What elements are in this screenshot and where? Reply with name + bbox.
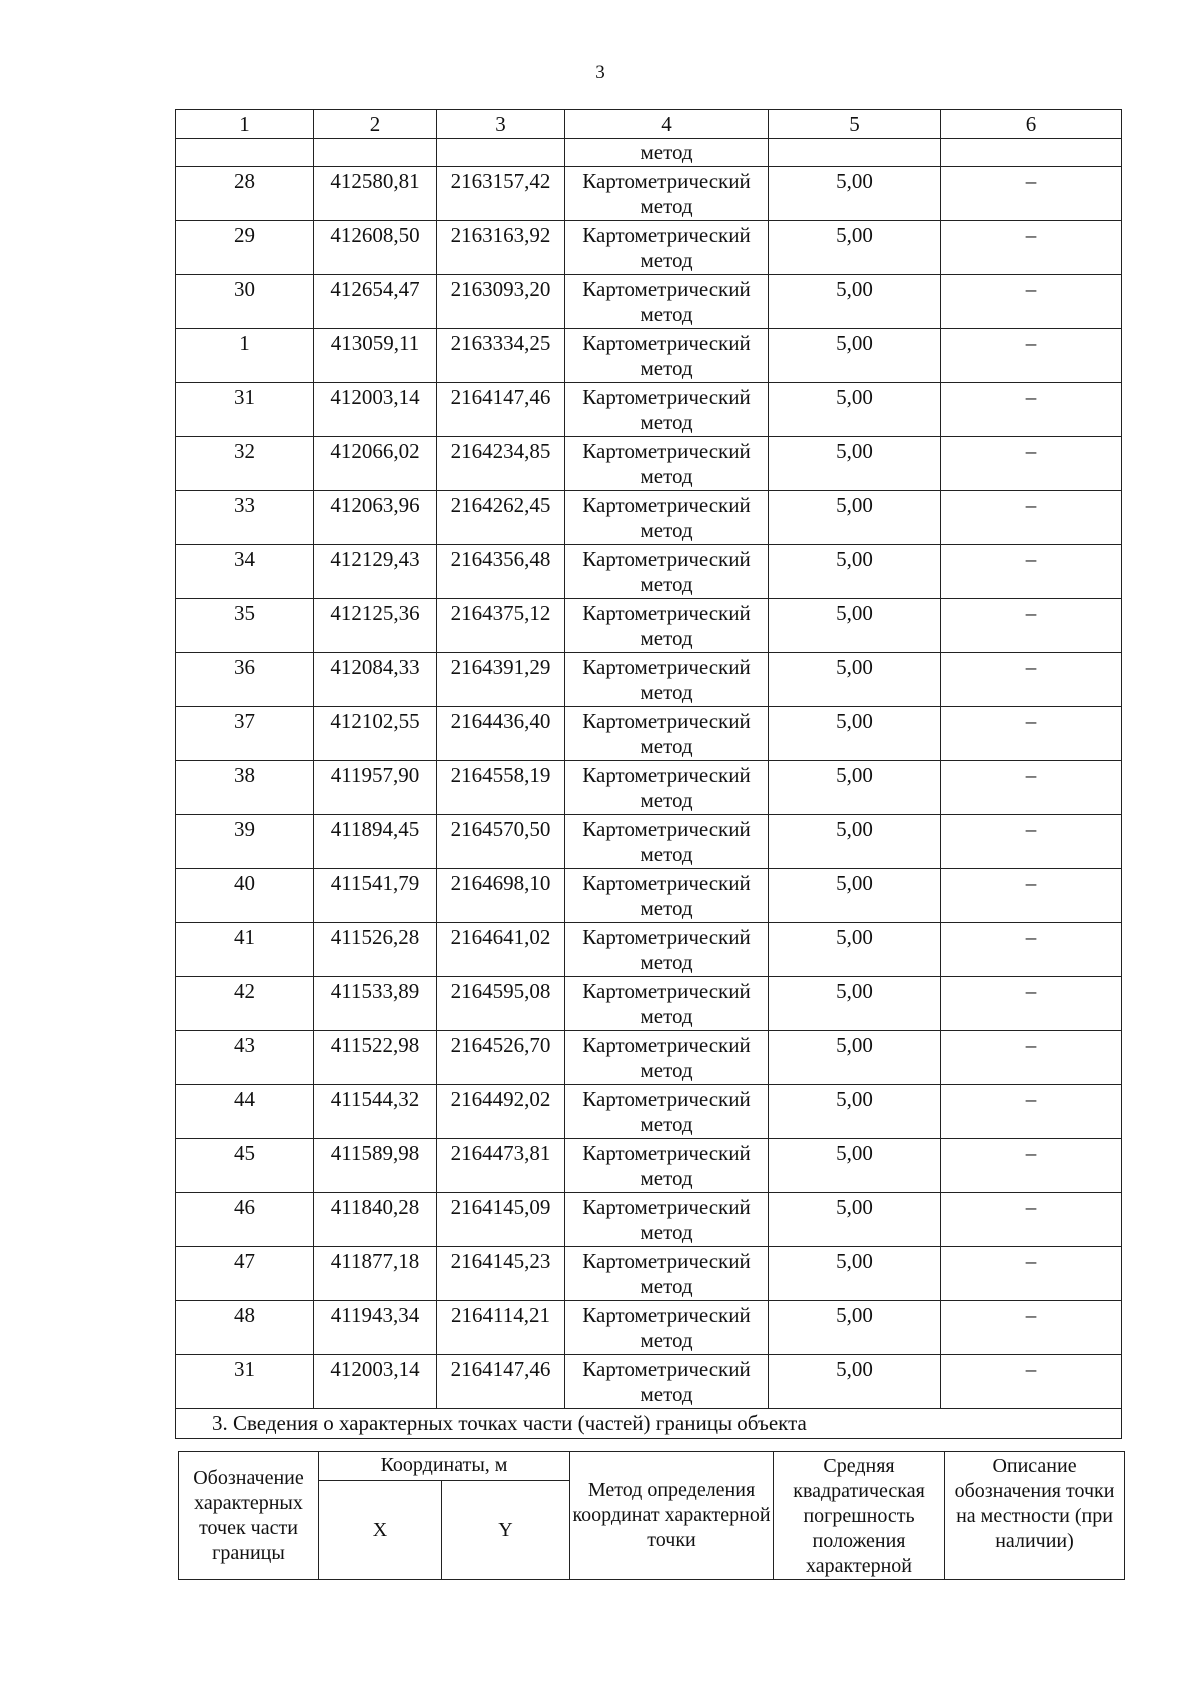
x-coordinate-cell: 412129,43 (314, 545, 437, 599)
table-row (176, 1085, 1122, 1139)
point-number-cell: 36 (176, 653, 314, 707)
table-row (176, 707, 1122, 761)
x-coordinate-cell: 411943,34 (314, 1301, 437, 1355)
accuracy-cell: 5,00 (769, 545, 941, 599)
accuracy-cell: 5,00 (769, 491, 941, 545)
description-header: Описание обозначения точки на местности (при наличии) (945, 1452, 1125, 1580)
y-coordinate-cell: 2164595,08 (437, 977, 565, 1031)
description-cell: – (941, 923, 1122, 977)
section3-title-row (176, 1409, 1122, 1439)
column-number: 6 (941, 110, 1122, 139)
point-number-cell: 46 (176, 1193, 314, 1247)
x-coordinate-cell: 411533,89 (314, 977, 437, 1031)
empty-cell (769, 139, 941, 167)
method-cell: Картометрический метод (565, 1085, 769, 1139)
x-coordinate-cell: 411522,98 (314, 1031, 437, 1085)
x-coordinate-cell: 412063,96 (314, 491, 437, 545)
method-cell: Картометрический метод (565, 1355, 769, 1409)
coordinates-header: Координаты, м (319, 1452, 570, 1481)
point-number-cell: 45 (176, 1139, 314, 1193)
x-coordinate-cell: 411957,90 (314, 761, 437, 815)
table-row (176, 167, 1122, 221)
table-row (176, 653, 1122, 707)
x-header: X (319, 1481, 442, 1580)
y-coordinate-cell: 2164234,85 (437, 437, 565, 491)
accuracy-cell: 5,00 (769, 707, 941, 761)
accuracy-cell: 5,00 (769, 1031, 941, 1085)
description-cell: – (941, 653, 1122, 707)
method-cell: Картометрический метод (565, 869, 769, 923)
x-coordinate-cell: 412084,33 (314, 653, 437, 707)
y-coordinate-cell: 2164492,02 (437, 1085, 565, 1139)
point-number-cell: 40 (176, 869, 314, 923)
description-cell: – (941, 1355, 1122, 1409)
accuracy-cell: 5,00 (769, 923, 941, 977)
point-number-cell: 31 (176, 1355, 314, 1409)
table-row (176, 1139, 1122, 1193)
table-row (176, 221, 1122, 275)
y-coordinate-cell: 2163334,25 (437, 329, 565, 383)
x-coordinate-cell: 412580,81 (314, 167, 437, 221)
column-number: 5 (769, 110, 941, 139)
description-cell: – (941, 977, 1122, 1031)
y-coordinate-cell: 2164641,02 (437, 923, 565, 977)
point-number-cell: 39 (176, 815, 314, 869)
description-cell: – (941, 707, 1122, 761)
description-cell: – (941, 491, 1122, 545)
y-coordinate-cell: 2164526,70 (437, 1031, 565, 1085)
table-row (176, 1247, 1122, 1301)
table-row (176, 1301, 1122, 1355)
table-row (176, 545, 1122, 599)
description-cell: – (941, 437, 1122, 491)
method-cell: Картометрический метод (565, 221, 769, 275)
description-cell: – (941, 1247, 1122, 1301)
column-number-header (176, 110, 1122, 139)
method-cell: Картометрический метод (565, 1031, 769, 1085)
point-number-cell: 34 (176, 545, 314, 599)
y-coordinate-cell: 2164558,19 (437, 761, 565, 815)
x-coordinate-cell: 412066,02 (314, 437, 437, 491)
x-coordinate-cell: 411894,45 (314, 815, 437, 869)
accuracy-cell: 5,00 (769, 1193, 941, 1247)
section3-table (178, 1451, 1125, 1580)
y-coordinate-cell: 2164375,12 (437, 599, 565, 653)
column-number: 3 (437, 110, 565, 139)
x-coordinate-cell: 411877,18 (314, 1247, 437, 1301)
column-number: 1 (176, 110, 314, 139)
method-cell: Картометрический метод (565, 707, 769, 761)
empty-cell (314, 139, 437, 167)
y-coordinate-cell: 2164145,09 (437, 1193, 565, 1247)
description-cell: – (941, 1139, 1122, 1193)
y-coordinate-cell: 2164147,46 (437, 1355, 565, 1409)
method-cell: Картометрический метод (565, 653, 769, 707)
point-number-cell: 30 (176, 275, 314, 329)
empty-cell (437, 139, 565, 167)
point-number-cell: 41 (176, 923, 314, 977)
y-coordinate-cell: 2164570,50 (437, 815, 565, 869)
table-row (176, 923, 1122, 977)
method-cell: Картометрический метод (565, 761, 769, 815)
table-row (176, 1031, 1122, 1085)
x-coordinate-cell: 411544,32 (314, 1085, 437, 1139)
point-number-cell: 28 (176, 167, 314, 221)
description-cell: – (941, 545, 1122, 599)
table-row (176, 1193, 1122, 1247)
x-coordinate-cell: 411541,79 (314, 869, 437, 923)
column-number: 4 (565, 110, 769, 139)
accuracy-cell: 5,00 (769, 1355, 941, 1409)
point-number-cell: 33 (176, 491, 314, 545)
y-coordinate-cell: 2164698,10 (437, 869, 565, 923)
description-cell: – (941, 383, 1122, 437)
point-number-cell: 43 (176, 1031, 314, 1085)
accuracy-cell: 5,00 (769, 167, 941, 221)
accuracy-cell: 5,00 (769, 1247, 941, 1301)
description-cell: – (941, 761, 1122, 815)
description-cell: – (941, 1301, 1122, 1355)
description-cell: – (941, 869, 1122, 923)
accuracy-header: Средняя квадратическая погрешность положения характерной (774, 1452, 945, 1580)
point-number-cell: 44 (176, 1085, 314, 1139)
table-row (176, 599, 1122, 653)
method-cell: Картометрический метод (565, 977, 769, 1031)
x-coordinate-cell: 413059,11 (314, 329, 437, 383)
y-coordinate-cell: 2163157,42 (437, 167, 565, 221)
accuracy-cell: 5,00 (769, 977, 941, 1031)
accuracy-cell: 5,00 (769, 761, 941, 815)
method-cell: Картометрический метод (565, 167, 769, 221)
point-number-cell: 35 (176, 599, 314, 653)
accuracy-cell: 5,00 (769, 437, 941, 491)
y-coordinate-cell: 2164145,23 (437, 1247, 565, 1301)
accuracy-cell: 5,00 (769, 383, 941, 437)
section3-title: 3. Сведения о характерных точках части (частей) границы объекта (176, 1409, 1122, 1439)
point-designation-header: Обозначение характерных точек части границы (179, 1452, 319, 1580)
y-coordinate-cell: 2164262,45 (437, 491, 565, 545)
table-row (176, 1355, 1122, 1409)
method-cell: Картометрический метод (565, 545, 769, 599)
method-cell: Картометрический метод (565, 329, 769, 383)
method-cell: Картометрический метод (565, 1301, 769, 1355)
accuracy-cell: 5,00 (769, 329, 941, 383)
x-coordinate-cell: 411589,98 (314, 1139, 437, 1193)
accuracy-cell: 5,00 (769, 653, 941, 707)
y-coordinate-cell: 2164356,48 (437, 545, 565, 599)
point-number-cell: 29 (176, 221, 314, 275)
accuracy-cell: 5,00 (769, 1301, 941, 1355)
point-number-cell: 31 (176, 383, 314, 437)
table-row (176, 761, 1122, 815)
y-coordinate-cell: 2164436,40 (437, 707, 565, 761)
x-coordinate-cell: 412003,14 (314, 383, 437, 437)
accuracy-cell: 5,00 (769, 869, 941, 923)
continuation-text: метод (565, 139, 769, 167)
description-cell: – (941, 815, 1122, 869)
table-row (176, 383, 1122, 437)
continuation-row (176, 139, 1122, 167)
point-number-cell: 32 (176, 437, 314, 491)
x-coordinate-cell: 412102,55 (314, 707, 437, 761)
accuracy-cell: 5,00 (769, 815, 941, 869)
method-cell: Картометрический метод (565, 437, 769, 491)
method-cell: Картометрический метод (565, 923, 769, 977)
description-cell: – (941, 167, 1122, 221)
accuracy-cell: 5,00 (769, 275, 941, 329)
y-coordinate-cell: 2164114,21 (437, 1301, 565, 1355)
table-row (176, 437, 1122, 491)
y-coordinate-cell: 2163163,92 (437, 221, 565, 275)
method-cell: Картометрический метод (565, 1139, 769, 1193)
x-coordinate-cell: 412003,14 (314, 1355, 437, 1409)
method-header: Метод определения координат характерной точки (570, 1452, 774, 1580)
method-cell: Картометрический метод (565, 1193, 769, 1247)
table-row (176, 815, 1122, 869)
x-coordinate-cell: 412608,50 (314, 221, 437, 275)
y-coordinate-cell: 2164147,46 (437, 383, 565, 437)
accuracy-cell: 5,00 (769, 599, 941, 653)
point-number-cell: 42 (176, 977, 314, 1031)
boundary-points-table (175, 109, 1122, 1439)
description-cell: – (941, 1031, 1122, 1085)
description-cell: – (941, 329, 1122, 383)
table-row (176, 329, 1122, 383)
y-coordinate-cell: 2163093,20 (437, 275, 565, 329)
description-cell: – (941, 1085, 1122, 1139)
y-header: Y (442, 1481, 570, 1580)
empty-cell (941, 139, 1122, 167)
x-coordinate-cell: 411840,28 (314, 1193, 437, 1247)
accuracy-cell: 5,00 (769, 1139, 941, 1193)
y-coordinate-cell: 2164473,81 (437, 1139, 565, 1193)
method-cell: Картометрический метод (565, 815, 769, 869)
method-cell: Картометрический метод (565, 383, 769, 437)
table-row (176, 869, 1122, 923)
accuracy-cell: 5,00 (769, 1085, 941, 1139)
method-cell: Картометрический метод (565, 491, 769, 545)
point-number-cell: 48 (176, 1301, 314, 1355)
description-cell: – (941, 275, 1122, 329)
column-number: 2 (314, 110, 437, 139)
accuracy-cell: 5,00 (769, 221, 941, 275)
x-coordinate-cell: 411526,28 (314, 923, 437, 977)
method-cell: Картометрический метод (565, 275, 769, 329)
x-coordinate-cell: 412125,36 (314, 599, 437, 653)
description-cell: – (941, 221, 1122, 275)
description-cell: – (941, 599, 1122, 653)
x-coordinate-cell: 412654,47 (314, 275, 437, 329)
y-coordinate-cell: 2164391,29 (437, 653, 565, 707)
table-row (176, 275, 1122, 329)
table-row (176, 977, 1122, 1031)
page-number: 3 (595, 62, 605, 83)
point-number-cell: 38 (176, 761, 314, 815)
empty-cell (176, 139, 314, 167)
table-row (176, 491, 1122, 545)
method-cell: Картометрический метод (565, 1247, 769, 1301)
point-number-cell: 37 (176, 707, 314, 761)
point-number-cell: 1 (176, 329, 314, 383)
point-number-cell: 47 (176, 1247, 314, 1301)
method-cell: Картометрический метод (565, 599, 769, 653)
description-cell: – (941, 1193, 1122, 1247)
